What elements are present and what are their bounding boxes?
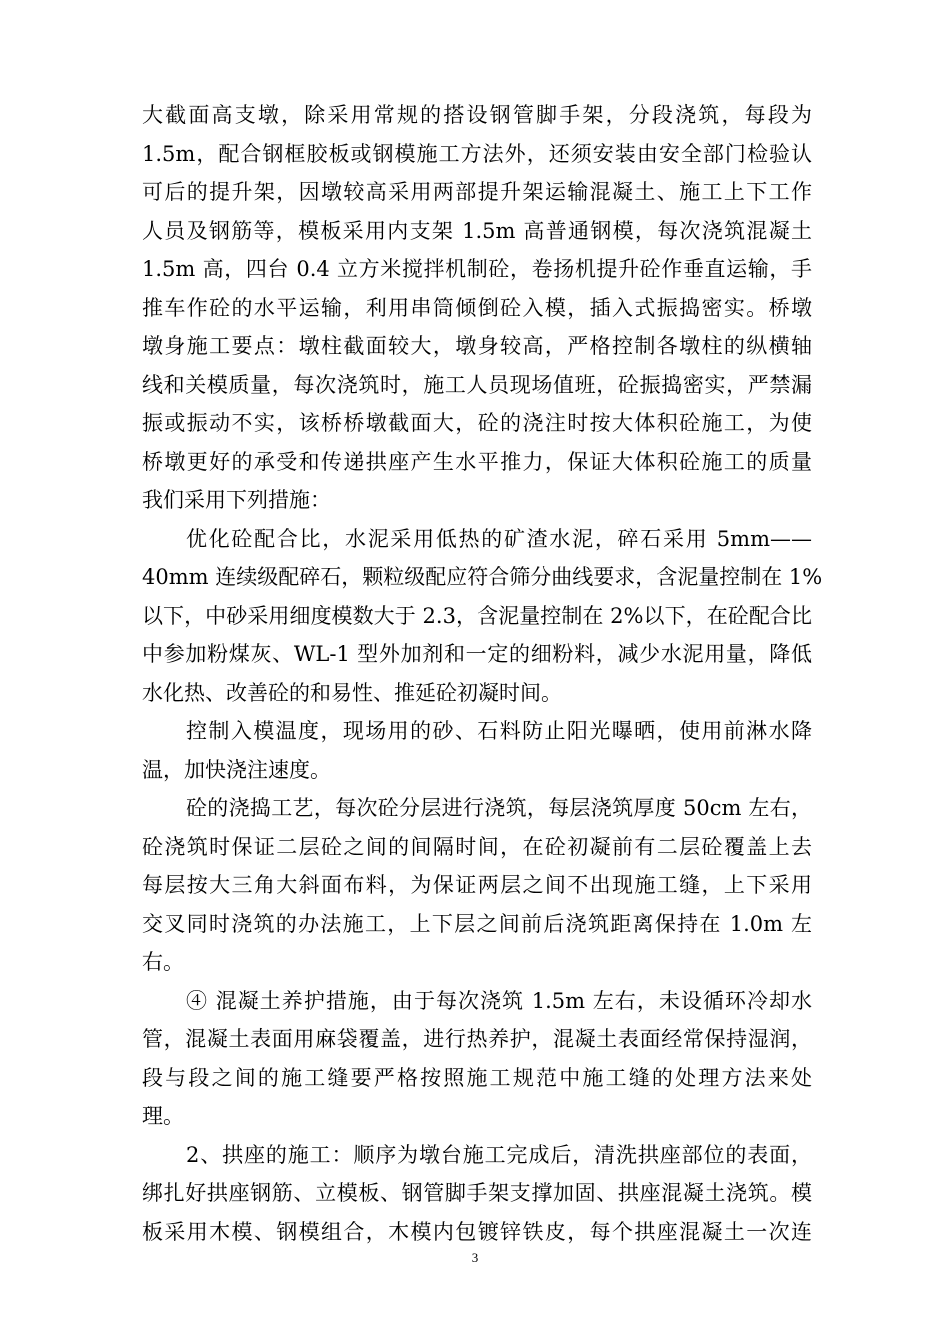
text-line: 板采用木模、钢模组合，木模内包镀锌铁皮，每个拱座混凝土一次连 (142, 1219, 812, 1244)
text-line: 人员及钢筋等，模板采用内支架 1.5m 高普通钢模，每次浇筑混凝土 (142, 218, 812, 243)
text-line: 砼浇筑时保证二层砼之间的间隔时间，在砼初凝前有二层砼覆盖上去 (142, 834, 812, 859)
text-line: 桥墩更好的承受和传递拱座产生水平推力，保证大体积砼施工的质量 (142, 449, 812, 474)
text-line: 中参加粉煤灰、WL-1 型外加剂和一定的细粉料，减少水泥用量，降低 (142, 642, 812, 666)
text-line: 右。 (142, 950, 184, 974)
text-line: 管，混凝土表面用麻袋覆盖，进行热养护，混凝土表面经常保持湿润， (142, 1027, 812, 1051)
body-text (142, 96, 823, 1251)
text-line: 墩身施工要点：墩柱截面较大，墩身较高，严格控制各墩柱的纵横轴 (142, 334, 812, 358)
page-number: 3 (471, 1250, 479, 1265)
text-line: 砼的浇捣工艺，每次砼分层进行浇筑，每层浇筑厚度 50cm 左右， (186, 796, 812, 820)
text-line: 段与段之间的施工缝要严格按照施工规范中施工缝的处理方法来处 (142, 1065, 812, 1090)
text-line: 大截面高支墩，除采用常规的搭设钢管脚手架，分段浇筑，每段为 (142, 103, 812, 127)
text-line: 交叉同时浇筑的办法施工，上下层之间前后浇筑距离保持在 1.0m 左 (142, 911, 812, 936)
text-line: 线和关模质量，每次浇筑时，施工人员现场值班，砼振捣密实，严禁漏 (142, 372, 812, 397)
text-line: 2、拱座的施工：顺序为墩台施工完成后，清洗拱座部位的表面， (186, 1142, 812, 1167)
text-line: 振或振动不实，该桥桥墩截面大，砼的浇注时按大体积砼施工，为使 (142, 411, 812, 435)
text-line: 以下，中砂采用细度模数大于 2.3，含泥量控制在 2%以下，在砼配合比 (142, 603, 812, 628)
text-line: 1.5m 高，四台 0.4 立方米搅拌机制砼，卷扬机提升砼作垂直运输，手 (142, 257, 812, 281)
text-line: 可后的提升架，因墩较高采用两部提升架运输混凝土、施工上下工作 (142, 180, 812, 204)
text-line: 1.5m，配合钢框胶板或钢模施工方法外，还须安装由安全部门检验认 (142, 141, 812, 166)
text-line: 理。 (142, 1104, 184, 1128)
text-line: 绑扎好拱座钢筋、立模板、钢管脚手架支撑加固、拱座混凝土浇筑。模 (142, 1181, 812, 1205)
text-line: 我们采用下列措施： (142, 488, 331, 512)
text-line: 每层按大三角大斜面布料，为保证两层之间不出现施工缝，上下采用 (142, 873, 812, 897)
text-line: 控制入模温度，现场用的砂、石料防止阳光曝晒，使用前淋水降 (186, 719, 812, 743)
text-line: 温，加快浇注速度。 (142, 757, 331, 782)
text-line: ④ 混凝土养护措施，由于每次浇筑 1.5m 左右，未设循环冷却水 (186, 988, 812, 1013)
text-line: 水化热、改善砼的和易性、推延砼初凝时间。 (142, 680, 562, 705)
text-line: 推车作砼的水平运输，利用串筒倾倒砼入模，插入式振捣密实。桥墩 (142, 295, 812, 320)
text-line: 优化砼配合比，水泥采用低热的矿渣水泥，碎石采用 5mm—— (186, 526, 812, 551)
text-line: 40mm 连续级配碎石，颗粒级配应符合筛分曲线要求，含泥量控制在 1% (142, 565, 823, 589)
